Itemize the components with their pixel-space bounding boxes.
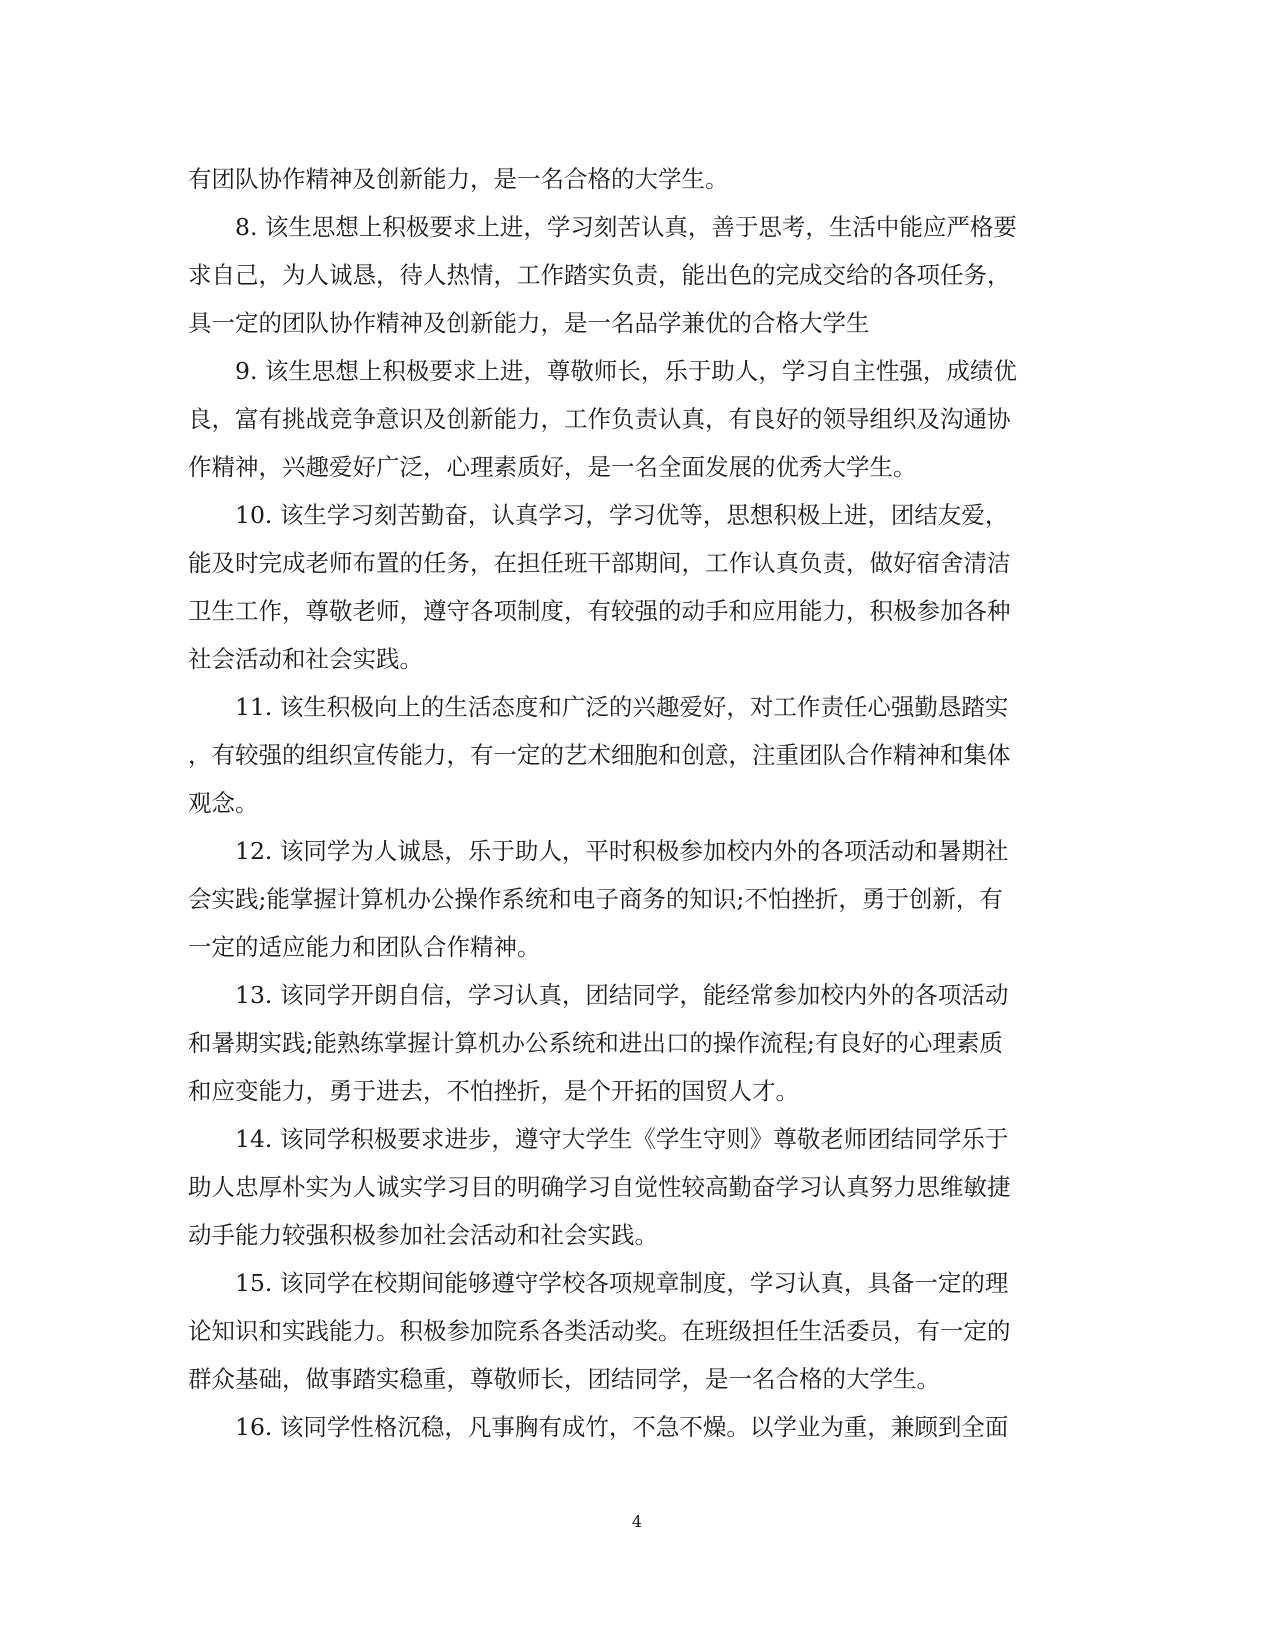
text-line: 13. 该同学开朗自信，学习认真，团结同学，能经常参加校内外的各项活动 (235, 981, 1009, 1009)
text-line: 8. 该生思想上积极要求上进，学习刻苦认真，善于思考，生活中能应严格要 (235, 213, 1017, 241)
paragraph (188, 1403, 1068, 1451)
text-line: 卫生工作，尊敬老师，遵守各项制度，有较强的动手和应用能力，积极参加各种 (188, 597, 1011, 625)
paragraph (188, 1115, 1068, 1259)
paragraph (188, 1259, 1068, 1403)
paragraph (188, 971, 1068, 1115)
paragraph (188, 155, 1068, 203)
text-line: 有团队协作精神及创新能力，是一名合格的大学生。 (188, 165, 729, 193)
text-line: 助人忠厚朴实为人诚实学习目的明确学习自觉性较高勤奋学习认真努力思维敏捷 (188, 1173, 1011, 1201)
page-number: 4 (631, 1512, 643, 1531)
text-line: 14. 该同学积极要求进步，遵守大学生《学生守则》尊敬老师团结同学乐于 (235, 1125, 1009, 1153)
text-line: 一定的适应能力和团队合作精神。 (188, 933, 541, 961)
text-line: 9. 该生思想上积极要求上进，尊敬师长，乐于助人，学习自主性强，成绩优 (235, 357, 1017, 385)
paragraph (188, 347, 1068, 491)
text-line: 作精神，兴趣爱好广泛，心理素质好，是一名全面发展的优秀大学生。 (188, 453, 917, 481)
text-line: 具一定的团队协作精神及创新能力，是一名品学兼优的合格大学生 (188, 309, 870, 337)
text-line: 15. 该同学在校期间能够遵守学校各项规章制度，学习认真，具备一定的理 (235, 1269, 1009, 1297)
paragraph (188, 827, 1068, 971)
paragraph (188, 203, 1068, 347)
text-line: 和暑期实践;能熟练掌握计算机办公系统和进出口的操作流程;有良好的心理素质 (188, 1029, 1003, 1057)
text-line: 和应变能力，勇于进去，不怕挫折，是个开拓的国贸人才。 (188, 1077, 799, 1105)
text-line: 动手能力较强积极参加社会活动和社会实践。 (188, 1221, 658, 1249)
text-line: 观念。 (188, 789, 259, 817)
text-line: 社会活动和社会实践。 (188, 645, 423, 673)
text-line: 12. 该同学为人诚恳，乐于助人，平时积极参加校内外的各项活动和暑期社 (235, 837, 1009, 865)
text-line: 能及时完成老师布置的任务，在担任班干部期间，工作认真负责，做好宿舍清洁 (188, 549, 1011, 577)
text-line: 论知识和实践能力。积极参加院系各类活动奖。在班级担任生活委员，有一定的 (188, 1317, 1011, 1345)
text-line: 良，富有挑战竞争意识及创新能力，工作负责认真，有良好的领导组织及沟通协 (188, 405, 1011, 433)
paragraph (188, 683, 1068, 827)
text-line: 群众基础，做事踏实稳重，尊敬师长，团结同学，是一名合格的大学生。 (188, 1365, 940, 1393)
document-body (188, 155, 1068, 1451)
paragraph (188, 491, 1068, 683)
text-line: 求自己，为人诚恳，待人热情，工作踏实负责，能出色的完成交给的各项任务， (188, 261, 1011, 289)
text-line: 10. 该生学习刻苦勤奋，认真学习，学习优等，思想积极上进，团结友爱， (235, 501, 1009, 529)
text-line: 会实践;能掌握计算机办公操作系统和电子商务的知识;不怕挫折，勇于创新，有 (188, 885, 1003, 913)
text-line: 16. 该同学性格沉稳，凡事胸有成竹，不急不燥。以学业为重，兼顾到全面 (235, 1413, 1009, 1441)
text-line: ，有较强的组织宣传能力，有一定的艺术细胞和创意，注重团队合作精神和集体 (188, 741, 1011, 769)
text-line: 11. 该生积极向上的生活态度和广泛的兴趣爱好，对工作责任心强勤恳踏实 (235, 693, 1009, 721)
